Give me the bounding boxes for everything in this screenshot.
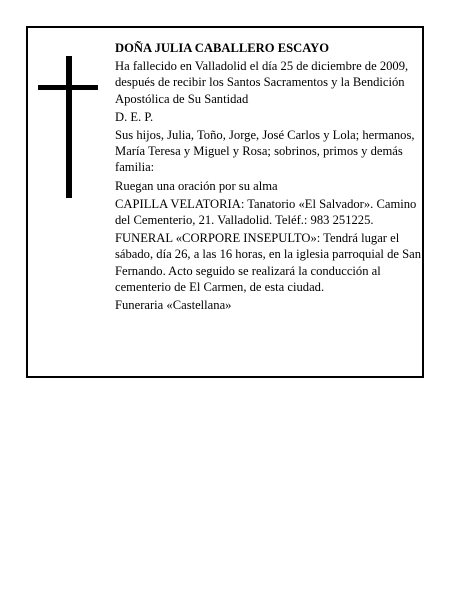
obituary-text: [115, 40, 425, 315]
deceased-name: DOÑA JULIA CABALLERO ESCAYO: [115, 41, 330, 55]
cross-icon-vertical-bar: [66, 56, 72, 198]
funeral-info: FUNERAL «CORPORE INSEPULTO»: Tendrá lugar el sábado, día 26, a las 16 horas, en la iglesia parroquial de San Fernando. Acto seguido se realizará la conducción al cementerio de El Carmen, de esta ciudad.: [115, 231, 422, 294]
death-announcement: Ha fallecido en Valladolid el día 25 de diciembre de 2009, después de recibir los Santos Sacramentos y la Bendición Apostólica de Su Santidad: [115, 59, 409, 106]
prayer-request: Ruegan una oración por su alma: [115, 178, 278, 193]
funeral-home: Funeraria «Castellana»: [115, 298, 232, 313]
family-list: Sus hijos, Julia, Toño, Jorge, José Carlos y Lola; hermanos, María Teresa y Miguel y Rosa; sobrinos, primos y demás familia:: [115, 128, 415, 175]
wake-chapel-info: CAPILLA VELATORIA: Tanatorio «El Salvador». Camino del Cementerio, 21. Valladolid. Teléf.: 983 251225.: [115, 196, 417, 228]
obituary-notice: [26, 26, 424, 378]
cross-icon-horizontal-bar: [38, 85, 98, 90]
rip-line: D. E. P.: [115, 109, 154, 124]
